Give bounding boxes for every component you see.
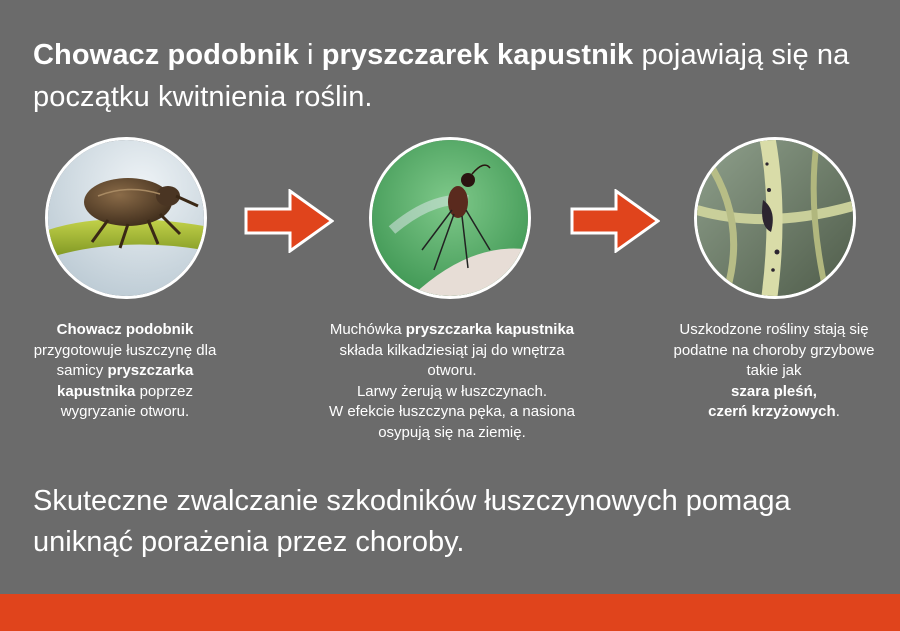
step2-text-start: Muchówka: [329, 321, 406, 338]
step1-text: przygotowuje łuszczynę dla samicy: [33, 341, 217, 379]
step3-text: Uszkodzone rośliny stają się podatne na choroby grzybowe takie jak: [673, 321, 875, 379]
step3-bold-grey-mould: szara pleśń,: [731, 382, 817, 400]
title-connector: i: [298, 39, 322, 71]
midge-photo: [369, 137, 531, 299]
step1-caption: [20, 320, 230, 423]
step2-larvae: Larwy żerują w łuszczynach.: [356, 382, 548, 400]
page-title: [33, 34, 883, 118]
step3-bold-blackleg: czerń krzyżowych: [708, 403, 836, 420]
step3-period: .: [835, 403, 840, 420]
step1-bold-weevil: Chowacz podobnik: [56, 321, 194, 338]
step3-caption: [658, 320, 890, 423]
step2-caption: [327, 320, 577, 443]
step1-bold-midge: pryszczarka kapustnika: [57, 362, 194, 400]
footer-bar: [0, 594, 900, 631]
step2-text: składa kilkadziesiąt jaj do wnętrza otworu.: [339, 341, 565, 379]
diseased-pod-photo: [694, 137, 856, 299]
title-rest: pojawiają się na początku kwitnienia roślin.: [33, 39, 850, 113]
weevil-photo: [45, 137, 207, 299]
step1-text-end: poprzez wygryzanie otworu.: [60, 382, 193, 420]
step2-effect: W efekcie łuszczyna pęka, a nasiona osypują się na ziemię.: [329, 403, 575, 441]
step2-bold-midge: pryszczarka kapustnika: [405, 321, 575, 338]
arrow-right-icon: [244, 189, 334, 253]
arrow-right-icon: [570, 189, 660, 253]
title-bold-weevil: Chowacz podobnik: [33, 39, 299, 71]
summary-text: Skuteczne zwalczanie szkodników łuszczynowych pomaga uniknąć porażenia przez choroby.: [33, 485, 791, 558]
title-bold-midge: pryszczarek kapustnik: [321, 39, 634, 71]
